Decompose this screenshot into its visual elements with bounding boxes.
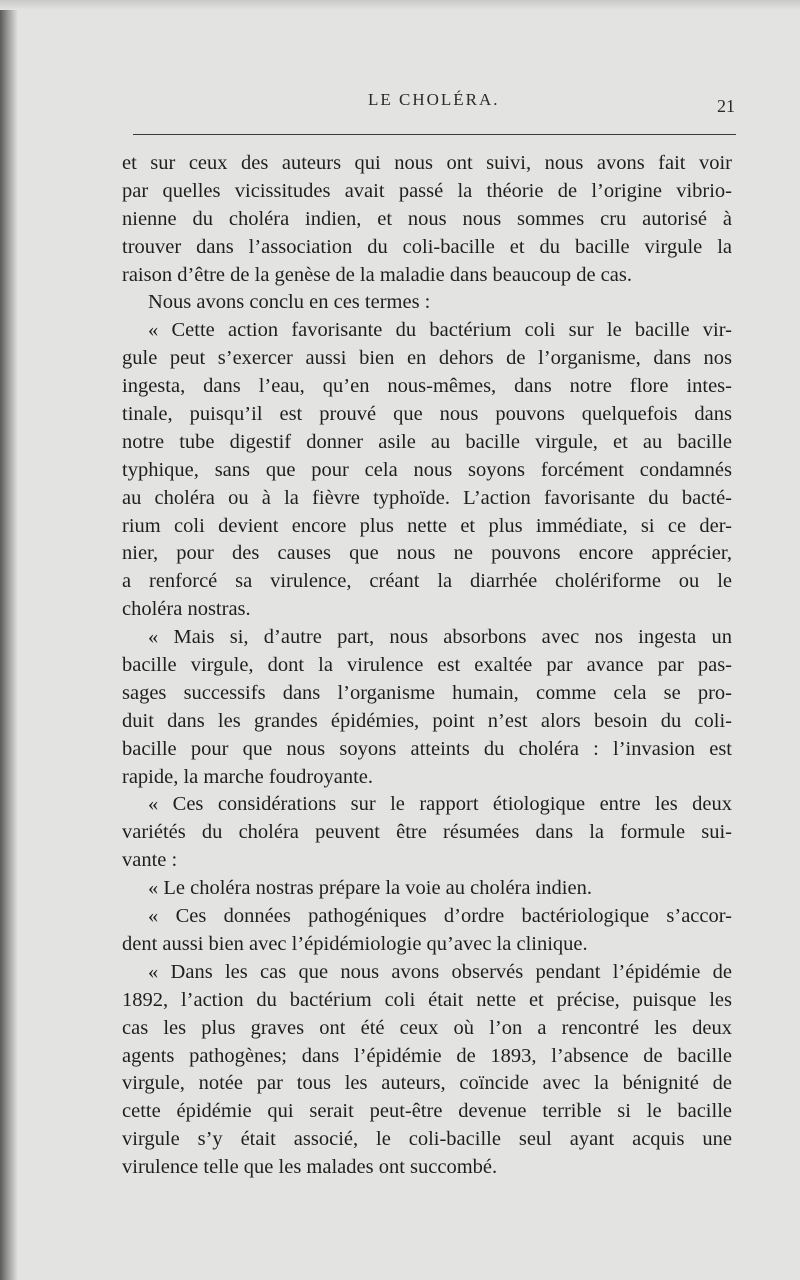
text-line: « Mais si, d’autre part, nous absorbons avec nos ingesta un xyxy=(148,626,732,649)
text-line: ingesta, dans l’eau, qu’en nous-mêmes, dans notre flore intes- xyxy=(122,375,732,398)
text-line: par quelles vicissitudes avait passé la théorie de l’origine vibrio- xyxy=(122,179,732,202)
text-line: « Cette action favorisante du bactérium coli sur le bacille vir- xyxy=(148,319,732,342)
running-title: LE CHOLÉRA. xyxy=(368,90,500,109)
page-number: 21 xyxy=(717,96,735,116)
text-line: rapide, la marche foudroyante. xyxy=(122,765,374,788)
text-line: « Dans les cas que nous avons observés pendant l’épidémie de xyxy=(148,960,732,983)
page-top-shadow xyxy=(0,0,800,10)
text-line: bacille pour que nous soyons atteints du choléra : l’invasion est xyxy=(122,737,732,760)
text-line: Nous avons conclu en ces termes : xyxy=(148,291,431,314)
text-line: « Ces données pathogéniques d’ordre bactériologique s’accor- xyxy=(148,905,732,928)
text-line: raison d’être de la genèse de la maladie dans beaucoup de cas. xyxy=(122,263,632,286)
text-line: agents pathogènes; dans l’épidémie de 1893, l’absence de bacille xyxy=(122,1044,732,1067)
text-line: nier, pour des causes que nous ne pouvons encore apprécier, xyxy=(122,542,732,565)
text-line: gule peut s’exercer aussi bien en dehors de l’organisme, dans nos xyxy=(122,347,732,370)
text-line: a renforcé sa virulence, créant la diarrhée cholériforme ou le xyxy=(122,570,732,593)
text-line: virgule, notée par tous les auteurs, coïncide avec la bénignité de xyxy=(122,1072,732,1095)
text-line: « Le choléra nostras prépare la voie au choléra indien. xyxy=(148,877,592,900)
text-line: « Ces considérations sur le rapport étiologique entre les deux xyxy=(148,793,732,816)
text-line: cas les plus graves ont été ceux où l’on a rencontré les deux xyxy=(122,1016,732,1039)
text-line: tinale, puisqu’il est prouvé que nous pouvons quelquefois dans xyxy=(122,403,732,426)
running-header xyxy=(0,90,800,114)
text-line: nienne du choléra indien, et nous nous sommes cru autorisé à xyxy=(122,207,732,230)
header-rule xyxy=(133,134,736,135)
text-line: au choléra ou à la fièvre typhoïde. L’action favorisante du bacté- xyxy=(122,486,732,509)
text-line: notre tube digestif donner asile au bacille virgule, et au bacille xyxy=(122,430,732,453)
body-text xyxy=(122,150,732,1182)
text-line: virulence telle que les malades ont succombé. xyxy=(122,1156,498,1179)
text-line: bacille virgule, dont la virulence est exaltée par avance par pas- xyxy=(122,654,732,677)
text-line: duit dans les grandes épidémies, point n’est alors besoin du coli- xyxy=(122,709,732,732)
text-line: virgule s’y était associé, le coli-bacille seul ayant acquis une xyxy=(122,1128,732,1151)
text-line: cette épidémie qui serait peut-être devenue terrible si le bacille xyxy=(122,1100,732,1123)
text-line: dent aussi bien avec l’épidémiologie qu’avec la clinique. xyxy=(122,932,588,955)
text-line: choléra nostras. xyxy=(122,598,251,621)
text-line: et sur ceux des auteurs qui nous ont suivi, nous avons fait voir xyxy=(122,152,732,174)
text-line: rium coli devient encore plus nette et plus immédiate, si ce der- xyxy=(122,514,732,537)
text-line: 1892, l’action du bactérium coli était nette et précise, puisque les xyxy=(122,988,732,1011)
text-line: typhique, sans que pour cela nous soyons forcément condamnés xyxy=(122,458,732,481)
text-line: trouver dans l’association du coli-bacille et du bacille virgule la xyxy=(122,235,732,258)
text-line: vante : xyxy=(122,849,178,872)
page-gutter-shadow xyxy=(0,0,18,1280)
text-line: variétés du choléra peuvent être résumées dans la formule sui- xyxy=(122,821,732,844)
text-line: sages successifs dans l’organisme humain, comme cela se pro- xyxy=(122,681,732,704)
